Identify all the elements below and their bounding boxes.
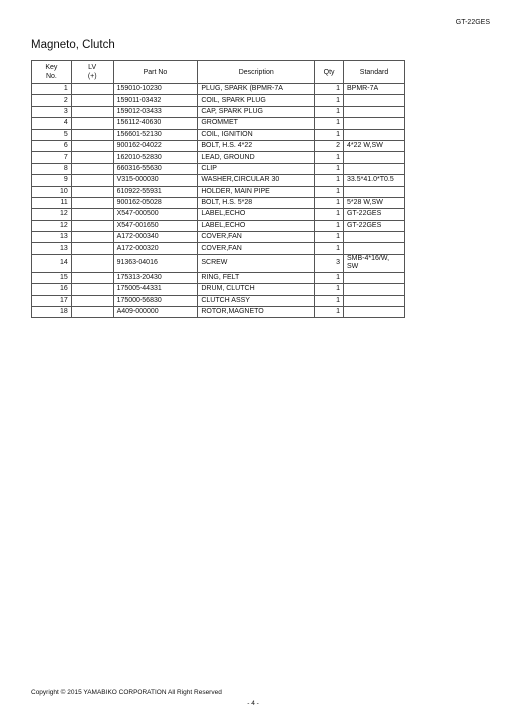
qty-cell: 1: [315, 95, 344, 106]
table-row: [32, 140, 405, 151]
standard-cell: [344, 163, 405, 174]
lv-cell: [71, 129, 113, 140]
description-cell: PLUG, SPARK (BPMR-7A: [198, 84, 315, 95]
key-cell: 3: [32, 106, 72, 117]
table-row: [32, 118, 405, 129]
key-cell: 4: [32, 118, 72, 129]
description-cell: RING, FELT: [198, 272, 315, 283]
description-cell: CLIP: [198, 163, 315, 174]
description-cell: SCREW: [198, 254, 315, 272]
description-cell: LABEL,ECHO: [198, 220, 315, 231]
description-cell: COVER,FAN: [198, 243, 315, 254]
table-row: [32, 254, 405, 272]
key-cell: 7: [32, 152, 72, 163]
lv-cell: [71, 186, 113, 197]
model-number: GT-22GES: [455, 19, 490, 26]
header-key-no: Key No.: [32, 61, 72, 84]
page-number: - 4 -: [247, 700, 259, 707]
key-cell: 13: [32, 232, 72, 243]
qty-cell: 1: [315, 118, 344, 129]
qty-cell: 1: [315, 106, 344, 117]
parts-table: [31, 60, 405, 318]
lv-cell: [71, 197, 113, 208]
table-row: [32, 232, 405, 243]
description-cell: COVER,FAN: [198, 232, 315, 243]
key-cell: 8: [32, 163, 72, 174]
table-row: [32, 243, 405, 254]
key-cell: 14: [32, 254, 72, 272]
standard-cell: [344, 95, 405, 106]
qty-cell: 1: [315, 307, 344, 318]
part-number-cell: 91363-04016: [113, 254, 198, 272]
key-cell: 15: [32, 272, 72, 283]
qty-cell: 1: [315, 129, 344, 140]
lv-cell: [71, 254, 113, 272]
table-row: [32, 129, 405, 140]
standard-line-1: SMB-4*16/W,: [347, 254, 390, 262]
description-cell: BOLT, H.S. 5*28: [198, 197, 315, 208]
key-cell: 1: [32, 84, 72, 95]
table-row: [32, 163, 405, 174]
qty-cell: 1: [315, 175, 344, 186]
table-row: [32, 209, 405, 220]
description-cell: HOLDER, MAIN PIPE: [198, 186, 315, 197]
table-row: [32, 84, 405, 95]
lv-cell: [71, 243, 113, 254]
qty-cell: 1: [315, 186, 344, 197]
standard-cell: [344, 254, 405, 272]
header-description: Description: [198, 61, 315, 84]
lv-cell: [71, 163, 113, 174]
lv-cell: [71, 175, 113, 186]
description-cell: GROMMET: [198, 118, 315, 129]
lv-cell: [71, 220, 113, 231]
table-row: [32, 197, 405, 208]
standard-cell: 33.5*41.0*T0.5: [344, 175, 405, 186]
description-cell: COIL, SPARK PLUG: [198, 95, 315, 106]
key-cell: 5: [32, 129, 72, 140]
description-cell: CAP, SPARK PLUG: [198, 106, 315, 117]
part-number-cell: 156112-40630: [113, 118, 198, 129]
standard-cell: [344, 243, 405, 254]
part-number-cell: V315-000030: [113, 175, 198, 186]
lv-cell: [71, 295, 113, 306]
part-number-cell: 156601-52130: [113, 129, 198, 140]
standard-cell: 4*22 W,SW: [344, 140, 405, 151]
section-title: Magneto, Clutch: [31, 39, 115, 51]
qty-cell: 3: [315, 254, 344, 272]
table-row: [32, 295, 405, 306]
part-number-cell: A172-000340: [113, 232, 198, 243]
part-number-cell: 175313-20430: [113, 272, 198, 283]
part-number-cell: 162010-52830: [113, 152, 198, 163]
lv-cell: [71, 272, 113, 283]
header-qty: Qty: [315, 61, 344, 84]
table-row: [32, 272, 405, 283]
standard-cell: GT-22GES: [344, 209, 405, 220]
part-number-cell: 159011-03432: [113, 95, 198, 106]
lv-cell: [71, 307, 113, 318]
qty-cell: 1: [315, 243, 344, 254]
lv-cell: [71, 152, 113, 163]
standard-line-2: SW: [347, 262, 359, 270]
part-number-cell: 159012-03433: [113, 106, 198, 117]
standard-cell: [344, 118, 405, 129]
lv-cell: [71, 209, 113, 220]
header-standard: Standard: [344, 61, 405, 84]
table-header-row: [32, 61, 405, 84]
lv-cell: [71, 118, 113, 129]
standard-cell: [344, 152, 405, 163]
key-cell: 18: [32, 307, 72, 318]
description-cell: ROTOR,MAGNETO: [198, 307, 315, 318]
qty-cell: 1: [315, 163, 344, 174]
standard-cell: [344, 129, 405, 140]
qty-cell: 1: [315, 272, 344, 283]
standard-cell: [344, 106, 405, 117]
part-number-cell: 175005-44331: [113, 284, 198, 295]
description-cell: BOLT, H.S. 4*22: [198, 140, 315, 151]
key-cell: 16: [32, 284, 72, 295]
qty-cell: 1: [315, 295, 344, 306]
table-row: [32, 220, 405, 231]
qty-cell: 1: [315, 284, 344, 295]
key-cell: 12: [32, 220, 72, 231]
standard-cell: GT-22GES: [344, 220, 405, 231]
key-cell: 12: [32, 209, 72, 220]
standard-cell: [344, 284, 405, 295]
lv-cell: [71, 232, 113, 243]
lv-cell: [71, 95, 113, 106]
description-cell: LABEL,ECHO: [198, 209, 315, 220]
standard-cell: 5*28 W,SW: [344, 197, 405, 208]
qty-cell: 1: [315, 197, 344, 208]
lv-cell: [71, 284, 113, 295]
part-number-cell: X547-000500: [113, 209, 198, 220]
description-cell: COIL, IGNITION: [198, 129, 315, 140]
part-number-cell: 175000-56830: [113, 295, 198, 306]
description-cell: WASHER,CIRCULAR 30: [198, 175, 315, 186]
lv-cell: [71, 84, 113, 95]
part-number-cell: 900162-05028: [113, 197, 198, 208]
table-row: [32, 95, 405, 106]
part-number-cell: 660316-55630: [113, 163, 198, 174]
table-row: [32, 175, 405, 186]
key-cell: 13: [32, 243, 72, 254]
qty-cell: 1: [315, 232, 344, 243]
qty-cell: 1: [315, 84, 344, 95]
table-row: [32, 307, 405, 318]
part-number-cell: X547-001650: [113, 220, 198, 231]
key-cell: 17: [32, 295, 72, 306]
part-number-cell: 159010-10230: [113, 84, 198, 95]
standard-cell: [344, 232, 405, 243]
standard-cell: [344, 307, 405, 318]
lv-cell: [71, 106, 113, 117]
lv-cell: [71, 140, 113, 151]
table-row: [32, 152, 405, 163]
description-cell: LEAD, GROUND: [198, 152, 315, 163]
key-cell: 11: [32, 197, 72, 208]
key-cell: 10: [32, 186, 72, 197]
standard-cell: [344, 295, 405, 306]
header-part-no: Part No: [113, 61, 198, 84]
description-cell: CLUTCH ASSY: [198, 295, 315, 306]
standard-cell: [344, 186, 405, 197]
qty-cell: 1: [315, 220, 344, 231]
key-cell: 2: [32, 95, 72, 106]
key-cell: 9: [32, 175, 72, 186]
description-cell: DRUM, CLUTCH: [198, 284, 315, 295]
part-number-cell: A172-000320: [113, 243, 198, 254]
copyright-notice: Copyright © 2015 YAMABIKO CORPORATION All Right Reserved: [31, 689, 222, 696]
table-row: [32, 186, 405, 197]
table-row: [32, 284, 405, 295]
part-number-cell: A409-000000: [113, 307, 198, 318]
part-number-cell: 610922-55931: [113, 186, 198, 197]
standard-cell: [344, 272, 405, 283]
header-lv: LV (+): [71, 61, 113, 84]
qty-cell: 1: [315, 209, 344, 220]
standard-cell: BPMR-7A: [344, 84, 405, 95]
table-row: [32, 106, 405, 117]
qty-cell: 1: [315, 152, 344, 163]
part-number-cell: 900162-04022: [113, 140, 198, 151]
qty-cell: 2: [315, 140, 344, 151]
key-cell: 6: [32, 140, 72, 151]
